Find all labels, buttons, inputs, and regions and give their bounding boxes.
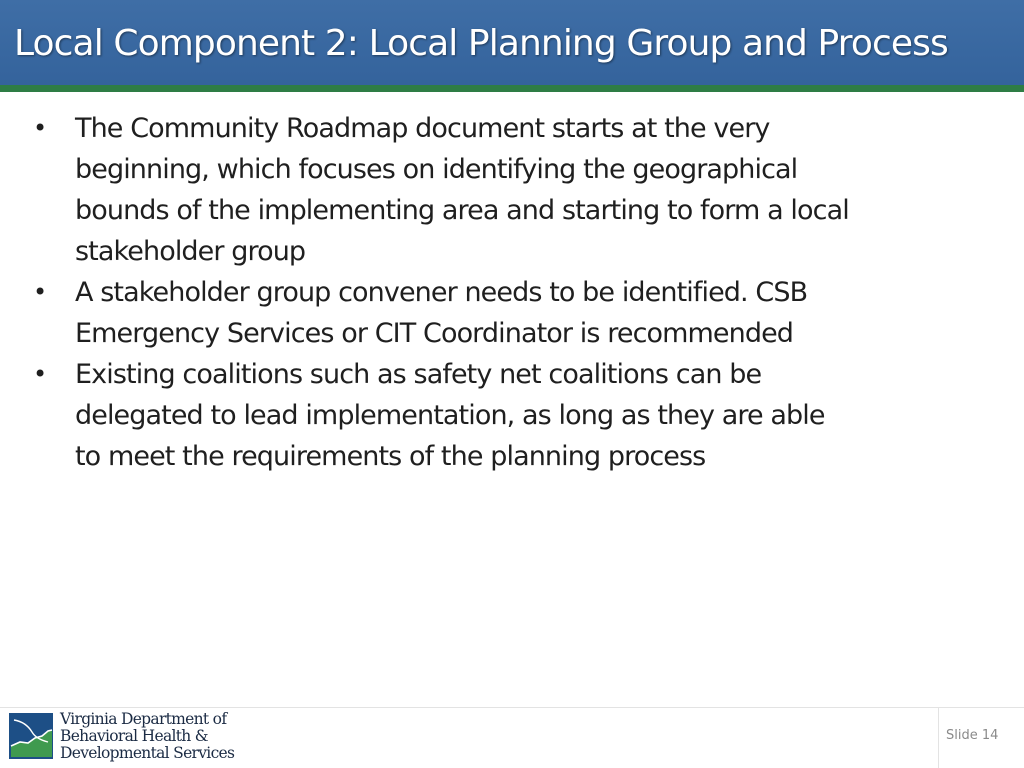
- org-name-line: Virginia Department of: [60, 710, 227, 728]
- virginia-state-logo-icon: [8, 712, 54, 760]
- bullet-dot-icon: •: [33, 360, 47, 388]
- footer-divider-line: [0, 707, 1024, 708]
- bullet-item: [0, 108, 920, 272]
- bullet-line: A stakeholder group convener needs to be identified. CSB: [75, 277, 808, 308]
- footer-vertical-divider: [938, 708, 939, 768]
- bullet-line: The Community Roadmap document starts at the very: [75, 113, 770, 144]
- bullet-line: to meet the requirements of the planning process: [75, 441, 706, 472]
- org-name-line: Developmental Services: [60, 744, 235, 762]
- bullet-line: Existing coalitions such as safety net coalitions can be: [75, 359, 762, 390]
- bullet-line: beginning, which focuses on identifying the geographical: [75, 154, 798, 185]
- bullet-dot-icon: •: [33, 114, 47, 142]
- title-bar: [0, 0, 1024, 85]
- bullet-line: stakeholder group: [75, 236, 306, 267]
- slide-title: Local Component 2: Local Planning Group and Process: [14, 23, 948, 64]
- bullet-line: delegated to lead implementation, as long as they are able: [75, 400, 825, 431]
- bullet-list: [0, 108, 1024, 477]
- bullet-item: [0, 272, 920, 354]
- bullet-dot-icon: •: [33, 278, 47, 306]
- bullet-line: Emergency Services or CIT Coordinator is recommended: [75, 318, 794, 349]
- title-accent-rule: [0, 85, 1024, 92]
- org-name: [60, 711, 300, 762]
- bullet-line: bounds of the implementing area and starting to form a local: [75, 195, 849, 226]
- org-name-line: Behavioral Health &: [60, 727, 208, 745]
- slide-number: Slide 14: [946, 728, 999, 743]
- bullet-item: [0, 354, 920, 477]
